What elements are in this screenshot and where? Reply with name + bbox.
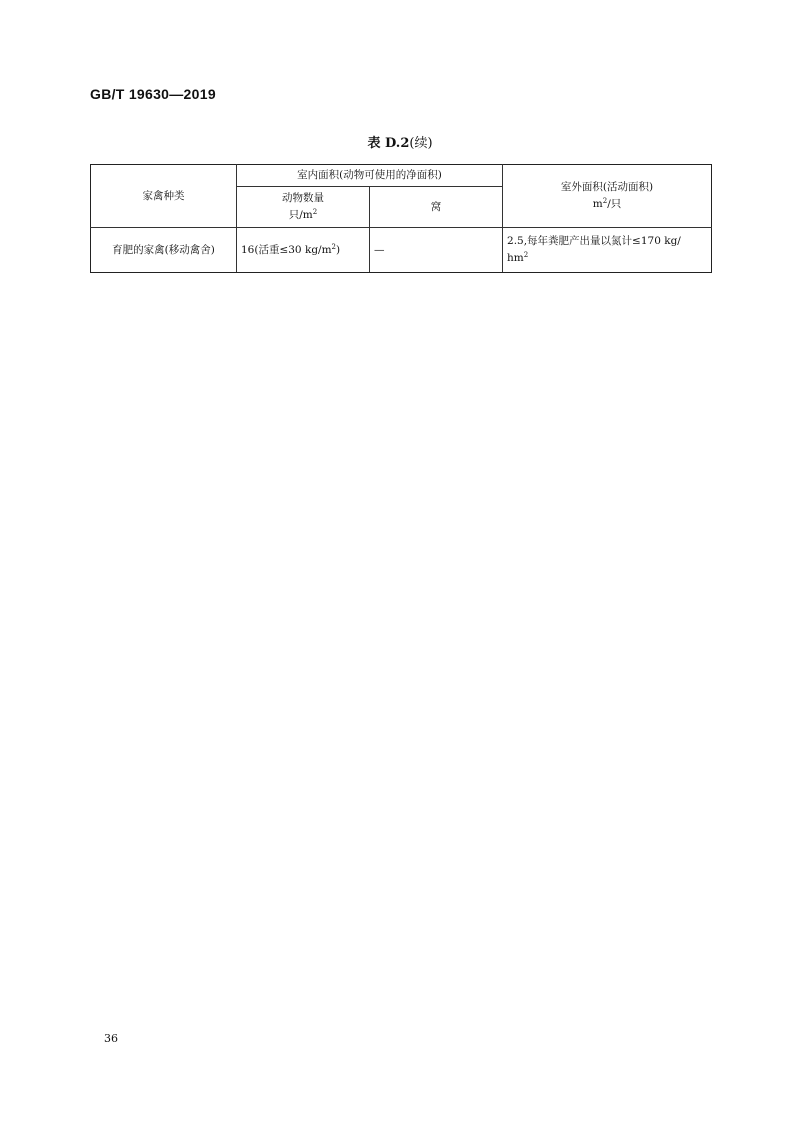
header-animal-count-title: 动物数量 xyxy=(282,192,324,204)
header-outdoor-area xyxy=(503,165,712,228)
header-outdoor-unit: $m^2/$只 xyxy=(592,197,622,210)
header-nest: 窝 xyxy=(370,187,503,228)
header-species: 家禽种类 xyxy=(91,165,237,228)
page-number: 36 xyxy=(104,1032,118,1045)
header-animal-count xyxy=(237,187,370,228)
header-outdoor-title: 室外面积(活动面积) xyxy=(560,181,654,193)
cell-species: 育肥的家禽(移动禽舍) xyxy=(91,228,237,273)
header-animal-count-unit: 只$/m^2$ xyxy=(288,208,318,221)
header-indoor-area: 室内面积(动物可使用的净面积) xyxy=(237,165,503,187)
table-title-continued: (续) xyxy=(409,136,433,151)
document-code: GB/T 19630—2019 xyxy=(90,86,216,102)
cell-nest: — xyxy=(370,228,503,273)
table-title-label: 表 D.2 xyxy=(367,136,410,151)
space-requirements-table xyxy=(90,164,712,273)
cell-animal-count: 16(活重≤30 $kg/m^2$) xyxy=(237,228,370,273)
table-title xyxy=(0,132,800,151)
cell-outdoor-area: 2.5,每年粪肥产出量以氮计≤170 kg/ $hm^2$ xyxy=(503,228,712,273)
